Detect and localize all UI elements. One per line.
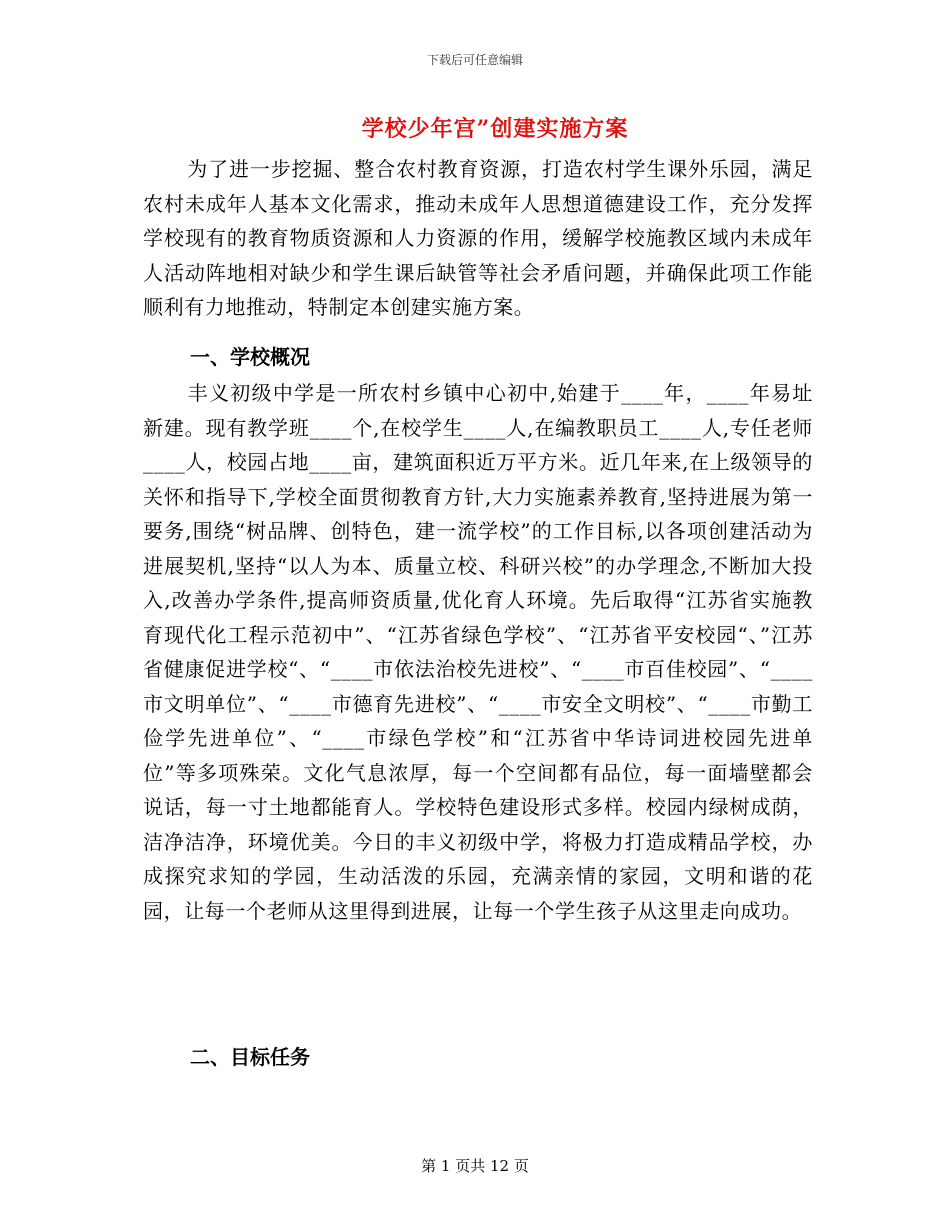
- section-heading-goals: 二、目标任务: [190, 1045, 310, 1069]
- document-title: 学校少年宫”创建实施方案: [361, 116, 629, 142]
- overview-paragraph: [143, 376, 813, 928]
- section-heading-overview: 一、学校概况: [190, 345, 310, 369]
- intro-text: 为了进一步挖掘、整合农村教育资源，打造农村学生课外乐园，满足农村未成年人基本文化需求，推动未成年人思想道德建设工作，充分发挥学校现有的教育物质资源和人力资源的作用，缓解学校施教区域内未成年人活动阵地相对缺少和学生课后缺管等社会矛盾问题，并确保此项工作能顺利有力地推动，特制定本创建实施方案。: [143, 157, 813, 319]
- header-note: 下载后可任意编辑: [426, 53, 523, 67]
- overview-text: 丰义初级中学是一所农村乡镇中心初中,始建于____年，____年易址新建。现有教学班____个,在校学生____人,在编教职员工____人,专任老师____人，校园占地____亩，建筑面积近万平方米。近几年来,在上级领导的关怀和指导下,学校全面贯彻教育方针,大力实施素养教育,坚持进展为第一要务,围绕“树品牌、创特色，建一流学校”的工作目标,以各项创建活动为进展契机,坚持“以人为本、质量立校、科研兴校”的办学理念,不断加大投入,改善办学条件,提高师资质量,优化育人环境。先后取得“江苏省实施教育现代化工程示范初中”、“江苏省绿色学校”、“江苏省平安校园“、”江苏省健康促进学校“、“____市依法治校先进校”、“____市百佳校园”、“____市文明单位”、“____市德育先进校”、“____市安全文明校”、“____市勤工俭学先进单位”、“____市绿色学校”和“江苏省中华诗词进校园先进单位”等多项殊荣。文化气息浓厚，每一个空间都有品位，每一面墙壁都会说话，每一寸土地都能育人。学校特色建设形式多样。校园内绿树成荫，洁净洁净，环境优美。今日的丰义初级中学，将极力打造成精品学校，办成探究求知的学园，生动活泼的乐园，充满亲情的家园，文明和谐的花园，让每一个老师从这里得到进展，让每一个学生孩子从这里走向成功。: [143, 381, 813, 923]
- page-number-footer: 第 1 页共 12 页: [421, 1157, 529, 1175]
- intro-paragraph: [143, 152, 813, 325]
